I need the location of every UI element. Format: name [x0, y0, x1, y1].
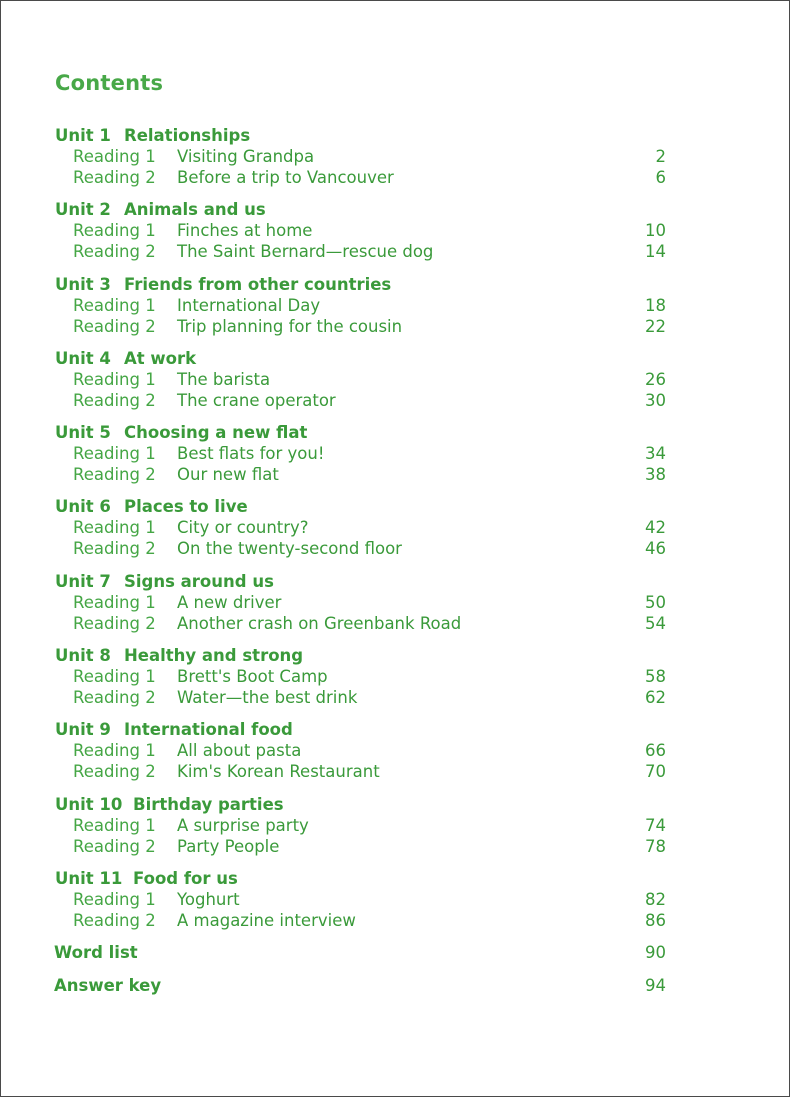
page-number: 42	[645, 518, 666, 538]
unit-number: Unit 3	[55, 274, 111, 294]
page-number: 58	[645, 667, 666, 687]
unit-10	[0, 794, 790, 868]
reading-label: Reading 1	[73, 369, 156, 389]
toc-entry[interactable]	[0, 815, 790, 836]
toc-entry[interactable]	[0, 369, 790, 390]
unit-number: Unit 11	[55, 868, 123, 888]
answer-key-label: Answer key	[54, 976, 162, 996]
toc-entry-word-list[interactable]	[0, 942, 790, 975]
reading-title: International Day	[177, 295, 321, 315]
reading-title: A magazine interview	[177, 910, 356, 930]
page-number: 82	[645, 889, 666, 909]
reading-label: Reading 1	[73, 889, 156, 909]
unit-8	[0, 645, 790, 719]
unit-6	[0, 496, 790, 570]
page-number: 50	[645, 592, 666, 612]
reading-title: Trip planning for the cousin	[177, 316, 403, 336]
toc-entry[interactable]	[0, 836, 790, 857]
unit-5	[0, 422, 790, 496]
reading-title: Party People	[177, 836, 280, 856]
page-number: 94	[645, 976, 666, 996]
unit-title: Animals and us	[124, 200, 266, 220]
unit-title: Signs around us	[124, 571, 274, 591]
unit-number: Unit 5	[55, 423, 111, 443]
toc-entry[interactable]	[0, 390, 790, 411]
reading-title: Yoghurt	[177, 889, 240, 909]
unit-title: Relationships	[124, 126, 251, 145]
toc-entry[interactable]	[0, 517, 790, 538]
page-number: 90	[645, 943, 666, 963]
unit-title: Healthy and strong	[124, 646, 304, 666]
page-number: 2	[655, 147, 666, 166]
reading-label: Reading 1	[73, 295, 156, 315]
reading-title: Finches at home	[177, 221, 313, 241]
reading-label: Reading 2	[73, 465, 156, 485]
page-number: 6	[655, 168, 666, 187]
toc-entry[interactable]	[0, 146, 790, 167]
unit-title: Food for us	[133, 868, 238, 888]
toc-entry[interactable]	[0, 464, 790, 485]
unit-title: Choosing a new flat	[124, 423, 308, 443]
page-number: 86	[645, 910, 666, 930]
unit-title: At work	[124, 348, 197, 368]
word-list-label: Word list	[54, 943, 138, 963]
unit-2	[0, 199, 790, 273]
unit-number: Unit 9	[55, 720, 111, 740]
toc-entry[interactable]	[0, 167, 790, 188]
page-number: 26	[645, 369, 666, 389]
reading-label: Reading 1	[73, 444, 156, 464]
toc-entry[interactable]	[0, 889, 790, 910]
toc-entry[interactable]	[0, 220, 790, 241]
toc-entry[interactable]	[0, 910, 790, 931]
unit-title: Friends from other countries	[124, 274, 392, 294]
table-of-contents	[0, 125, 790, 1008]
page-number: 30	[645, 390, 666, 410]
reading-label: Reading 1	[73, 667, 156, 687]
reading-label: Reading 2	[73, 910, 156, 930]
reading-title: City or country?	[177, 518, 309, 538]
reading-label: Reading 1	[73, 221, 156, 241]
unit-title: Birthday parties	[133, 794, 284, 814]
reading-label: Reading 1	[73, 518, 156, 538]
reading-label: Reading 1	[73, 741, 156, 761]
page-number: 14	[645, 242, 666, 262]
toc-entry[interactable]	[0, 295, 790, 316]
page-title: Contents	[55, 71, 164, 95]
page-number: 54	[645, 613, 666, 633]
reading-label: Reading 2	[73, 242, 156, 262]
reading-title: On the twenty-second floor	[177, 539, 402, 559]
reading-title: All about pasta	[177, 741, 302, 761]
page-number: 22	[645, 316, 666, 336]
page-number: 18	[645, 295, 666, 315]
reading-title: Kim's Korean Restaurant	[177, 762, 380, 782]
unit-9	[0, 719, 790, 793]
reading-label: Reading 2	[73, 836, 156, 856]
unit-7	[0, 571, 790, 645]
toc-entry[interactable]	[0, 666, 790, 687]
toc-entry[interactable]	[0, 443, 790, 464]
page-number: 10	[645, 221, 666, 241]
reading-title: Brett's Boot Camp	[177, 667, 328, 687]
unit-number: Unit 10	[55, 794, 123, 814]
page-number: 70	[645, 762, 666, 782]
unit-4	[0, 348, 790, 422]
reading-label: Reading 2	[73, 613, 156, 633]
toc-entry[interactable]	[0, 740, 790, 761]
page-number: 38	[645, 465, 666, 485]
unit-title: Places to live	[124, 497, 248, 517]
reading-title: A surprise party	[177, 815, 309, 835]
reading-title: Another crash on Greenbank Road	[177, 613, 462, 633]
page-number: 74	[645, 815, 666, 835]
reading-label: Reading 1	[73, 147, 156, 166]
reading-label: Reading 2	[73, 762, 156, 782]
unit-number: Unit 1	[55, 126, 111, 145]
reading-title: Visiting Grandpa	[177, 147, 315, 166]
unit-number: Unit 6	[55, 497, 111, 517]
reading-title: Water—the best drink	[177, 688, 358, 708]
reading-label: Reading 2	[73, 168, 156, 187]
reading-title: Before a trip to Vancouver	[177, 168, 394, 187]
toc-entry[interactable]	[0, 687, 790, 708]
reading-label: Reading 2	[73, 316, 156, 336]
unit-1	[0, 125, 790, 199]
reading-title: The barista	[177, 369, 271, 389]
reading-label: Reading 1	[73, 815, 156, 835]
reading-label: Reading 2	[73, 688, 156, 708]
unit-number: Unit 7	[55, 571, 111, 591]
unit-11	[0, 868, 790, 942]
reading-title: The crane operator	[177, 390, 336, 410]
reading-label: Reading 2	[73, 390, 156, 410]
unit-title: International food	[124, 720, 293, 740]
toc-entry[interactable]	[0, 592, 790, 613]
toc-entry[interactable]	[0, 538, 790, 559]
unit-3	[0, 274, 790, 348]
unit-number: Unit 2	[55, 200, 111, 220]
page-number: 34	[645, 444, 666, 464]
toc-entry[interactable]	[0, 613, 790, 634]
page-number: 66	[645, 741, 666, 761]
reading-label: Reading 2	[73, 539, 156, 559]
toc-entry[interactable]	[0, 241, 790, 262]
page-number: 46	[645, 539, 666, 559]
reading-title: The Saint Bernard—rescue dog	[177, 242, 434, 262]
unit-number: Unit 4	[55, 348, 111, 368]
reading-title: A new driver	[177, 592, 282, 612]
toc-entry[interactable]	[0, 316, 790, 337]
page-number: 62	[645, 688, 666, 708]
reading-title: Best flats for you!	[177, 444, 325, 464]
toc-entry-answer-key[interactable]	[0, 975, 790, 1008]
reading-label: Reading 1	[73, 592, 156, 612]
page-number: 78	[645, 836, 666, 856]
toc-entry[interactable]	[0, 761, 790, 782]
unit-number: Unit 8	[55, 646, 111, 666]
reading-title: Our new flat	[177, 465, 279, 485]
